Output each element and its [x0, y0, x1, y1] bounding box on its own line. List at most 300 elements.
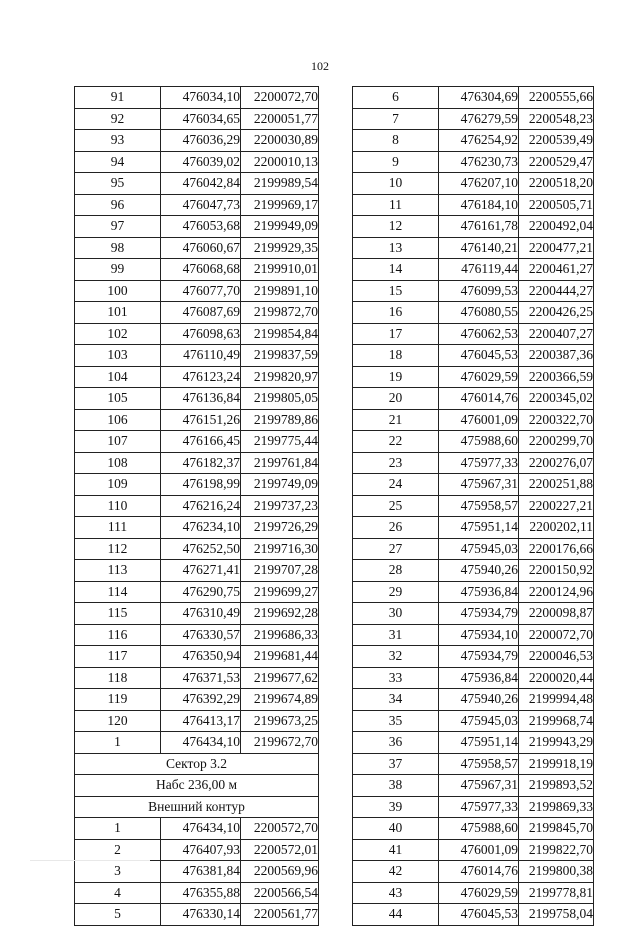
sector-title-row	[75, 753, 319, 775]
point-number-cell: 27	[353, 538, 439, 560]
y-coordinate-cell: 2200407,27	[519, 323, 594, 345]
point-number-cell: 16	[353, 302, 439, 324]
table-row	[353, 495, 594, 517]
point-number-cell: 29	[353, 581, 439, 603]
y-coordinate-cell: 2199845,70	[519, 818, 594, 840]
table-row	[353, 689, 594, 711]
table-row	[353, 818, 594, 840]
contour-label-row	[75, 796, 319, 818]
y-coordinate-cell: 2200529,47	[519, 151, 594, 173]
y-coordinate-cell: 2199943,29	[519, 732, 594, 754]
y-coordinate-cell: 2200555,66	[519, 87, 594, 109]
y-coordinate-cell: 2199686,33	[241, 624, 319, 646]
point-number-cell: 93	[75, 130, 161, 152]
y-coordinate-cell: 2199749,09	[241, 474, 319, 496]
x-coordinate-cell: 476304,69	[439, 87, 519, 109]
y-coordinate-cell: 2199761,84	[241, 452, 319, 474]
x-coordinate-cell: 475934,10	[439, 624, 519, 646]
sector-height: Набс 236,00 м	[75, 775, 319, 797]
x-coordinate-cell: 475967,31	[439, 775, 519, 797]
point-number-cell: 12	[353, 216, 439, 238]
y-coordinate-cell: 2199737,23	[241, 495, 319, 517]
point-number-cell: 107	[75, 431, 161, 453]
table-row	[353, 431, 594, 453]
x-coordinate-cell: 475977,33	[439, 796, 519, 818]
table-row	[75, 366, 319, 388]
y-coordinate-cell: 2200566,54	[241, 882, 319, 904]
table-row	[75, 904, 319, 926]
table-row	[353, 216, 594, 238]
y-coordinate-cell: 2200477,21	[519, 237, 594, 259]
y-coordinate-cell: 2199707,28	[241, 560, 319, 582]
point-number-cell: 18	[353, 345, 439, 367]
point-number-cell: 20	[353, 388, 439, 410]
table-row	[353, 345, 594, 367]
table-row	[75, 710, 319, 732]
x-coordinate-cell: 476182,37	[161, 452, 241, 474]
x-coordinate-cell: 475940,26	[439, 560, 519, 582]
table-row	[75, 431, 319, 453]
y-coordinate-cell: 2200426,25	[519, 302, 594, 324]
y-coordinate-cell: 2199726,29	[241, 517, 319, 539]
table-row	[353, 904, 594, 926]
table-row	[353, 151, 594, 173]
point-number-cell: 40	[353, 818, 439, 840]
x-coordinate-cell: 476413,17	[161, 710, 241, 732]
x-coordinate-cell: 476434,10	[161, 818, 241, 840]
y-coordinate-cell: 2199969,17	[241, 194, 319, 216]
table-row	[75, 861, 319, 883]
x-coordinate-cell: 476077,70	[161, 280, 241, 302]
y-coordinate-cell: 2200046,53	[519, 646, 594, 668]
table-row	[75, 87, 319, 109]
left-table-contour-body	[75, 818, 319, 926]
table-row	[75, 603, 319, 625]
table-row	[75, 194, 319, 216]
point-number-cell: 111	[75, 517, 161, 539]
table-row	[75, 108, 319, 130]
point-number-cell: 113	[75, 560, 161, 582]
table-row	[353, 603, 594, 625]
x-coordinate-cell: 476001,09	[439, 839, 519, 861]
table-row	[353, 581, 594, 603]
y-coordinate-cell: 2199822,70	[519, 839, 594, 861]
table-row	[75, 323, 319, 345]
table-row	[353, 861, 594, 883]
x-coordinate-cell: 476036,29	[161, 130, 241, 152]
x-coordinate-cell: 476034,10	[161, 87, 241, 109]
table-row	[75, 345, 319, 367]
point-number-cell: 38	[353, 775, 439, 797]
x-coordinate-cell: 476355,88	[161, 882, 241, 904]
x-coordinate-cell: 476234,10	[161, 517, 241, 539]
point-number-cell: 13	[353, 237, 439, 259]
y-coordinate-cell: 2199989,54	[241, 173, 319, 195]
x-coordinate-cell: 475934,79	[439, 603, 519, 625]
y-coordinate-cell: 2200548,23	[519, 108, 594, 130]
table-row	[353, 646, 594, 668]
table-row	[353, 560, 594, 582]
x-coordinate-cell: 476087,69	[161, 302, 241, 324]
x-coordinate-cell: 476098,63	[161, 323, 241, 345]
y-coordinate-cell: 2199789,86	[241, 409, 319, 431]
y-coordinate-cell: 2199778,81	[519, 882, 594, 904]
table-row	[75, 839, 319, 861]
table-row	[353, 538, 594, 560]
contour-label: Внешний контур	[75, 796, 319, 818]
x-coordinate-cell: 476381,84	[161, 861, 241, 883]
x-coordinate-cell: 475951,14	[439, 517, 519, 539]
x-coordinate-cell: 476392,29	[161, 689, 241, 711]
point-number-cell: 109	[75, 474, 161, 496]
y-coordinate-cell: 2199854,84	[241, 323, 319, 345]
point-number-cell: 31	[353, 624, 439, 646]
y-coordinate-cell: 2200492,04	[519, 216, 594, 238]
y-coordinate-cell: 2200030,89	[241, 130, 319, 152]
x-coordinate-cell: 476119,44	[439, 259, 519, 281]
point-number-cell: 11	[353, 194, 439, 216]
y-coordinate-cell: 2200176,66	[519, 538, 594, 560]
point-number-cell: 106	[75, 409, 161, 431]
point-number-cell: 96	[75, 194, 161, 216]
point-number-cell: 91	[75, 87, 161, 109]
right-coordinates-table	[352, 86, 594, 926]
table-row	[75, 280, 319, 302]
page-number: 102	[311, 59, 329, 73]
point-number-cell: 103	[75, 345, 161, 367]
x-coordinate-cell: 476068,68	[161, 259, 241, 281]
table-row	[75, 173, 319, 195]
point-number-cell: 6	[353, 87, 439, 109]
table-row	[75, 409, 319, 431]
y-coordinate-cell: 2199758,04	[519, 904, 594, 926]
x-coordinate-cell: 475940,26	[439, 689, 519, 711]
table-row	[353, 388, 594, 410]
x-coordinate-cell: 476034,65	[161, 108, 241, 130]
y-coordinate-cell: 2200051,77	[241, 108, 319, 130]
point-number-cell: 30	[353, 603, 439, 625]
table-row	[353, 882, 594, 904]
x-coordinate-cell: 476110,49	[161, 345, 241, 367]
y-coordinate-cell: 2199677,62	[241, 667, 319, 689]
x-coordinate-cell: 475988,60	[439, 818, 519, 840]
y-coordinate-cell: 2200010,13	[241, 151, 319, 173]
x-coordinate-cell: 476060,67	[161, 237, 241, 259]
point-number-cell: 10	[353, 173, 439, 195]
point-number-cell: 1	[75, 732, 161, 754]
table-row	[75, 151, 319, 173]
x-coordinate-cell: 476161,78	[439, 216, 519, 238]
table-row	[75, 452, 319, 474]
table-row	[353, 796, 594, 818]
y-coordinate-cell: 2199918,19	[519, 753, 594, 775]
x-coordinate-cell: 476290,75	[161, 581, 241, 603]
point-number-cell: 41	[353, 839, 439, 861]
point-number-cell: 32	[353, 646, 439, 668]
point-number-cell: 3	[75, 861, 161, 883]
x-coordinate-cell: 476407,93	[161, 839, 241, 861]
point-number-cell: 104	[75, 366, 161, 388]
y-coordinate-cell: 2200072,70	[241, 87, 319, 109]
x-coordinate-cell: 476014,76	[439, 861, 519, 883]
point-number-cell: 117	[75, 646, 161, 668]
point-number-cell: 99	[75, 259, 161, 281]
y-coordinate-cell: 2199820,97	[241, 366, 319, 388]
point-number-cell: 2	[75, 839, 161, 861]
point-number-cell: 105	[75, 388, 161, 410]
point-number-cell: 118	[75, 667, 161, 689]
table-row	[353, 87, 594, 109]
y-coordinate-cell: 2199869,33	[519, 796, 594, 818]
x-coordinate-cell: 475977,33	[439, 452, 519, 474]
y-coordinate-cell: 2199891,10	[241, 280, 319, 302]
x-coordinate-cell: 476271,41	[161, 560, 241, 582]
y-coordinate-cell: 2199929,35	[241, 237, 319, 259]
y-coordinate-cell: 2199949,09	[241, 216, 319, 238]
x-coordinate-cell: 476371,53	[161, 667, 241, 689]
y-coordinate-cell: 2200505,71	[519, 194, 594, 216]
x-coordinate-cell: 476099,53	[439, 280, 519, 302]
point-number-cell: 115	[75, 603, 161, 625]
point-number-cell: 110	[75, 495, 161, 517]
y-coordinate-cell: 2200518,20	[519, 173, 594, 195]
table-row	[75, 560, 319, 582]
left-table-points-body	[75, 87, 319, 754]
x-coordinate-cell: 475958,57	[439, 753, 519, 775]
point-number-cell: 112	[75, 538, 161, 560]
table-row	[353, 474, 594, 496]
x-coordinate-cell: 476254,92	[439, 130, 519, 152]
point-number-cell: 102	[75, 323, 161, 345]
y-coordinate-cell: 2199968,74	[519, 710, 594, 732]
point-number-cell: 21	[353, 409, 439, 431]
scan-artifact-line	[30, 860, 150, 861]
y-coordinate-cell: 2200366,59	[519, 366, 594, 388]
x-coordinate-cell: 475936,84	[439, 581, 519, 603]
x-coordinate-cell: 476350,94	[161, 646, 241, 668]
table-row	[353, 409, 594, 431]
table-row	[353, 732, 594, 754]
y-coordinate-cell: 2200461,27	[519, 259, 594, 281]
y-coordinate-cell: 2200561,77	[241, 904, 319, 926]
point-number-cell: 100	[75, 280, 161, 302]
table-row	[353, 302, 594, 324]
table-row	[75, 302, 319, 324]
table-row	[353, 323, 594, 345]
y-coordinate-cell: 2200251,88	[519, 474, 594, 496]
x-coordinate-cell: 476045,53	[439, 904, 519, 926]
point-number-cell: 1	[75, 818, 161, 840]
point-number-cell: 17	[353, 323, 439, 345]
y-coordinate-cell: 2200572,70	[241, 818, 319, 840]
x-coordinate-cell: 476184,10	[439, 194, 519, 216]
y-coordinate-cell: 2200299,70	[519, 431, 594, 453]
x-coordinate-cell: 476029,59	[439, 882, 519, 904]
sector-height-row	[75, 775, 319, 797]
y-coordinate-cell: 2199893,52	[519, 775, 594, 797]
y-coordinate-cell: 2199775,44	[241, 431, 319, 453]
table-row	[353, 237, 594, 259]
x-coordinate-cell: 476330,57	[161, 624, 241, 646]
table-row	[353, 259, 594, 281]
point-number-cell: 4	[75, 882, 161, 904]
point-number-cell: 43	[353, 882, 439, 904]
table-row	[75, 818, 319, 840]
x-coordinate-cell: 476198,99	[161, 474, 241, 496]
x-coordinate-cell: 475967,31	[439, 474, 519, 496]
x-coordinate-cell: 475945,03	[439, 538, 519, 560]
point-number-cell: 19	[353, 366, 439, 388]
left-coordinates-table	[74, 86, 319, 926]
y-coordinate-cell: 2200569,96	[241, 861, 319, 883]
y-coordinate-cell: 2200345,02	[519, 388, 594, 410]
y-coordinate-cell: 2199994,48	[519, 689, 594, 711]
y-coordinate-cell: 2200539,49	[519, 130, 594, 152]
y-coordinate-cell: 2199681,44	[241, 646, 319, 668]
point-number-cell: 119	[75, 689, 161, 711]
x-coordinate-cell: 476216,24	[161, 495, 241, 517]
point-number-cell: 97	[75, 216, 161, 238]
y-coordinate-cell: 2199837,59	[241, 345, 319, 367]
y-coordinate-cell: 2199672,70	[241, 732, 319, 754]
point-number-cell: 26	[353, 517, 439, 539]
table-row	[75, 538, 319, 560]
y-coordinate-cell: 2200387,36	[519, 345, 594, 367]
y-coordinate-cell: 2200124,96	[519, 581, 594, 603]
table-row	[353, 667, 594, 689]
x-coordinate-cell: 476014,76	[439, 388, 519, 410]
right-table-points-body	[353, 87, 594, 926]
y-coordinate-cell: 2200572,01	[241, 839, 319, 861]
point-number-cell: 36	[353, 732, 439, 754]
table-row	[75, 646, 319, 668]
point-number-cell: 7	[353, 108, 439, 130]
x-coordinate-cell: 476252,50	[161, 538, 241, 560]
x-coordinate-cell: 476330,14	[161, 904, 241, 926]
table-row	[75, 624, 319, 646]
table-row	[75, 882, 319, 904]
table-row	[353, 775, 594, 797]
x-coordinate-cell: 476045,53	[439, 345, 519, 367]
table-row	[353, 130, 594, 152]
y-coordinate-cell: 2199699,27	[241, 581, 319, 603]
table-row	[75, 667, 319, 689]
table-row	[75, 517, 319, 539]
x-coordinate-cell: 476140,21	[439, 237, 519, 259]
point-number-cell: 108	[75, 452, 161, 474]
y-coordinate-cell: 2200020,44	[519, 667, 594, 689]
x-coordinate-cell: 476047,73	[161, 194, 241, 216]
x-coordinate-cell: 476080,55	[439, 302, 519, 324]
x-coordinate-cell: 475951,14	[439, 732, 519, 754]
y-coordinate-cell: 2199692,28	[241, 603, 319, 625]
table-row	[353, 517, 594, 539]
table-row	[75, 259, 319, 281]
table-row	[353, 452, 594, 474]
point-number-cell: 44	[353, 904, 439, 926]
table-row	[353, 173, 594, 195]
x-coordinate-cell: 476123,24	[161, 366, 241, 388]
table-row	[353, 624, 594, 646]
point-number-cell: 8	[353, 130, 439, 152]
sector-header-body	[75, 753, 319, 818]
point-number-cell: 120	[75, 710, 161, 732]
x-coordinate-cell: 476434,10	[161, 732, 241, 754]
point-number-cell: 114	[75, 581, 161, 603]
point-number-cell: 42	[353, 861, 439, 883]
table-row	[75, 474, 319, 496]
table-row	[75, 237, 319, 259]
table-row	[353, 839, 594, 861]
point-number-cell: 33	[353, 667, 439, 689]
point-number-cell: 116	[75, 624, 161, 646]
point-number-cell: 23	[353, 452, 439, 474]
y-coordinate-cell: 2199673,25	[241, 710, 319, 732]
table-row	[75, 581, 319, 603]
x-coordinate-cell: 475934,79	[439, 646, 519, 668]
x-coordinate-cell: 475945,03	[439, 710, 519, 732]
table-row	[75, 732, 319, 754]
y-coordinate-cell: 2200072,70	[519, 624, 594, 646]
x-coordinate-cell: 476166,45	[161, 431, 241, 453]
table-row	[353, 194, 594, 216]
point-number-cell: 94	[75, 151, 161, 173]
table-row	[75, 689, 319, 711]
table-row	[353, 280, 594, 302]
x-coordinate-cell: 476136,84	[161, 388, 241, 410]
x-coordinate-cell: 476029,59	[439, 366, 519, 388]
table-row	[353, 710, 594, 732]
point-number-cell: 95	[75, 173, 161, 195]
x-coordinate-cell: 475988,60	[439, 431, 519, 453]
x-coordinate-cell: 476053,68	[161, 216, 241, 238]
point-number-cell: 39	[353, 796, 439, 818]
y-coordinate-cell: 2200444,27	[519, 280, 594, 302]
table-row	[75, 216, 319, 238]
point-number-cell: 28	[353, 560, 439, 582]
y-coordinate-cell: 2200150,92	[519, 560, 594, 582]
x-coordinate-cell: 476151,26	[161, 409, 241, 431]
point-number-cell: 9	[353, 151, 439, 173]
point-number-cell: 15	[353, 280, 439, 302]
y-coordinate-cell: 2200098,87	[519, 603, 594, 625]
y-coordinate-cell: 2199674,89	[241, 689, 319, 711]
point-number-cell: 14	[353, 259, 439, 281]
table-row	[75, 495, 319, 517]
point-number-cell: 25	[353, 495, 439, 517]
y-coordinate-cell: 2199800,38	[519, 861, 594, 883]
x-coordinate-cell: 476207,10	[439, 173, 519, 195]
y-coordinate-cell: 2200276,07	[519, 452, 594, 474]
point-number-cell: 35	[353, 710, 439, 732]
point-number-cell: 24	[353, 474, 439, 496]
table-row	[75, 130, 319, 152]
table-row	[75, 388, 319, 410]
x-coordinate-cell: 476310,49	[161, 603, 241, 625]
x-coordinate-cell: 476062,53	[439, 323, 519, 345]
y-coordinate-cell: 2200322,70	[519, 409, 594, 431]
y-coordinate-cell: 2199872,70	[241, 302, 319, 324]
table-row	[353, 108, 594, 130]
y-coordinate-cell: 2200202,11	[519, 517, 594, 539]
x-coordinate-cell: 476042,84	[161, 173, 241, 195]
point-number-cell: 37	[353, 753, 439, 775]
point-number-cell: 92	[75, 108, 161, 130]
point-number-cell: 101	[75, 302, 161, 324]
table-row	[353, 753, 594, 775]
point-number-cell: 34	[353, 689, 439, 711]
point-number-cell: 22	[353, 431, 439, 453]
